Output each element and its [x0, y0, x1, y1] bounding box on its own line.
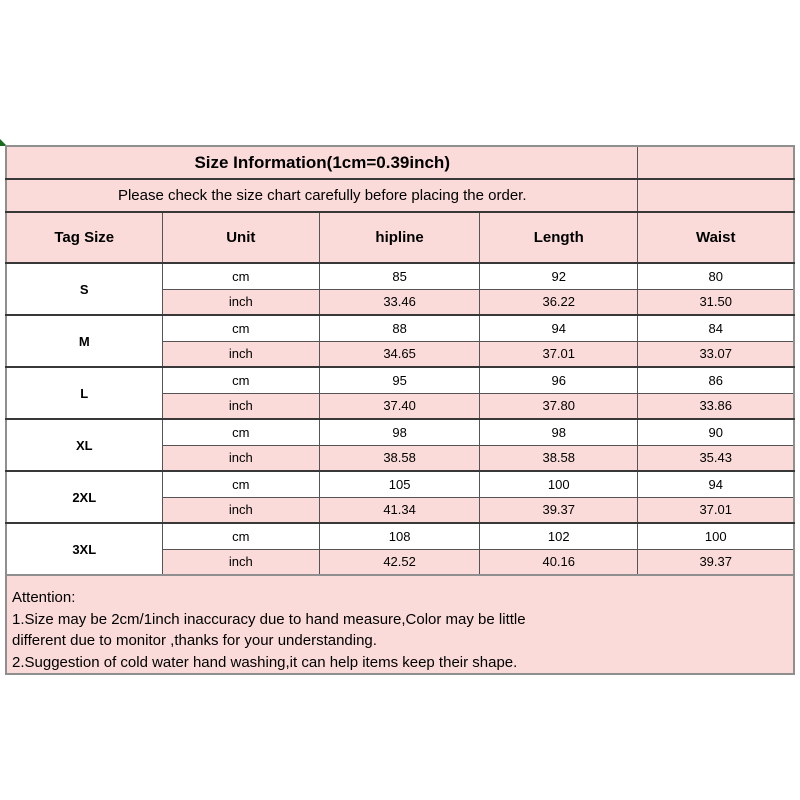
spreadsheet-region: [5, 145, 795, 675]
value-cell: 39.37: [638, 549, 794, 575]
unit-label: inch: [162, 393, 320, 419]
value-cell: 90: [638, 419, 794, 445]
value-cell: 33.46: [320, 289, 480, 315]
table-row-s-cm: [6, 263, 794, 289]
attention-line-2: different due to monitor ,thanks for your understanding.: [12, 632, 377, 649]
empty-cell: [638, 146, 794, 179]
value-cell: 34.65: [320, 341, 480, 367]
unit-label: cm: [162, 419, 320, 445]
value-cell: 108: [320, 523, 480, 549]
value-cell: 105: [320, 471, 480, 497]
unit-label: inch: [162, 549, 320, 575]
value-cell: 92: [480, 263, 638, 289]
unit-label: inch: [162, 341, 320, 367]
size-label: 3XL: [6, 523, 162, 575]
value-cell: 31.50: [638, 289, 794, 315]
attention-line-1: 1.Size may be 2cm/1inch inaccuracy due to hand measure,Color may be little: [12, 610, 526, 628]
value-cell: 37.80: [480, 393, 638, 419]
value-cell: 36.22: [480, 289, 638, 315]
column-header-hipline: hipline: [320, 212, 480, 263]
value-cell: 35.43: [638, 445, 794, 471]
value-cell: 94: [480, 315, 638, 341]
value-cell: 100: [638, 523, 794, 549]
value-cell: 98: [320, 419, 480, 445]
value-cell: 85: [320, 263, 480, 289]
value-cell: 38.58: [480, 445, 638, 471]
value-cell: 33.07: [638, 341, 794, 367]
value-cell: 39.37: [480, 497, 638, 523]
unit-label: cm: [162, 523, 320, 549]
value-cell: 98: [480, 419, 638, 445]
table-row-xl-cm: [6, 419, 794, 445]
value-cell: 41.34: [320, 497, 480, 523]
table-row-m-cm: [6, 315, 794, 341]
value-cell: 37.01: [480, 341, 638, 367]
unit-label: cm: [162, 315, 320, 341]
column-header-tag-size: Tag Size: [6, 212, 162, 263]
unit-label: inch: [162, 497, 320, 523]
unit-label: inch: [162, 445, 320, 471]
table-title: Size Information(1cm=0.39inch): [6, 146, 638, 179]
attention-line-3: 2.Suggestion of cold water hand washing,it can help items keep their shape.: [12, 653, 518, 671]
size-label: L: [6, 367, 162, 419]
value-cell: 100: [480, 471, 638, 497]
value-cell: 38.58: [320, 445, 480, 471]
value-cell: 96: [480, 367, 638, 393]
subtitle-row: [6, 179, 794, 212]
value-cell: 84: [638, 315, 794, 341]
value-cell: 33.86: [638, 393, 794, 419]
title-row: [6, 146, 794, 179]
size-label: M: [6, 315, 162, 367]
column-header-waist: Waist: [638, 212, 794, 263]
size-table: [5, 145, 795, 576]
unit-label: cm: [162, 263, 320, 289]
value-cell: 94: [638, 471, 794, 497]
table-row-2xl-cm: [6, 471, 794, 497]
value-cell: 37.01: [638, 497, 794, 523]
value-cell: 80: [638, 263, 794, 289]
value-cell: 86: [638, 367, 794, 393]
column-header-length: Length: [480, 212, 638, 263]
value-cell: 42.52: [320, 549, 480, 575]
value-cell: 88: [320, 315, 480, 341]
unit-label: cm: [162, 367, 320, 393]
value-cell: 40.16: [480, 549, 638, 575]
size-label: XL: [6, 419, 162, 471]
table-row-l-cm: [6, 367, 794, 393]
attention-heading: Attention:: [12, 589, 76, 606]
size-label: S: [6, 263, 162, 315]
unit-label: cm: [162, 471, 320, 497]
attention-note: [5, 576, 795, 675]
empty-cell: [638, 179, 794, 212]
unit-label: inch: [162, 289, 320, 315]
value-cell: 95: [320, 367, 480, 393]
table-subtitle: Please check the size chart carefully before placing the order.: [6, 179, 638, 212]
table-row-3xl-cm: [6, 523, 794, 549]
header-row: [6, 212, 794, 263]
size-label: 2XL: [6, 471, 162, 523]
value-cell: 102: [480, 523, 638, 549]
value-cell: 37.40: [320, 393, 480, 419]
column-header-unit: Unit: [162, 212, 320, 263]
